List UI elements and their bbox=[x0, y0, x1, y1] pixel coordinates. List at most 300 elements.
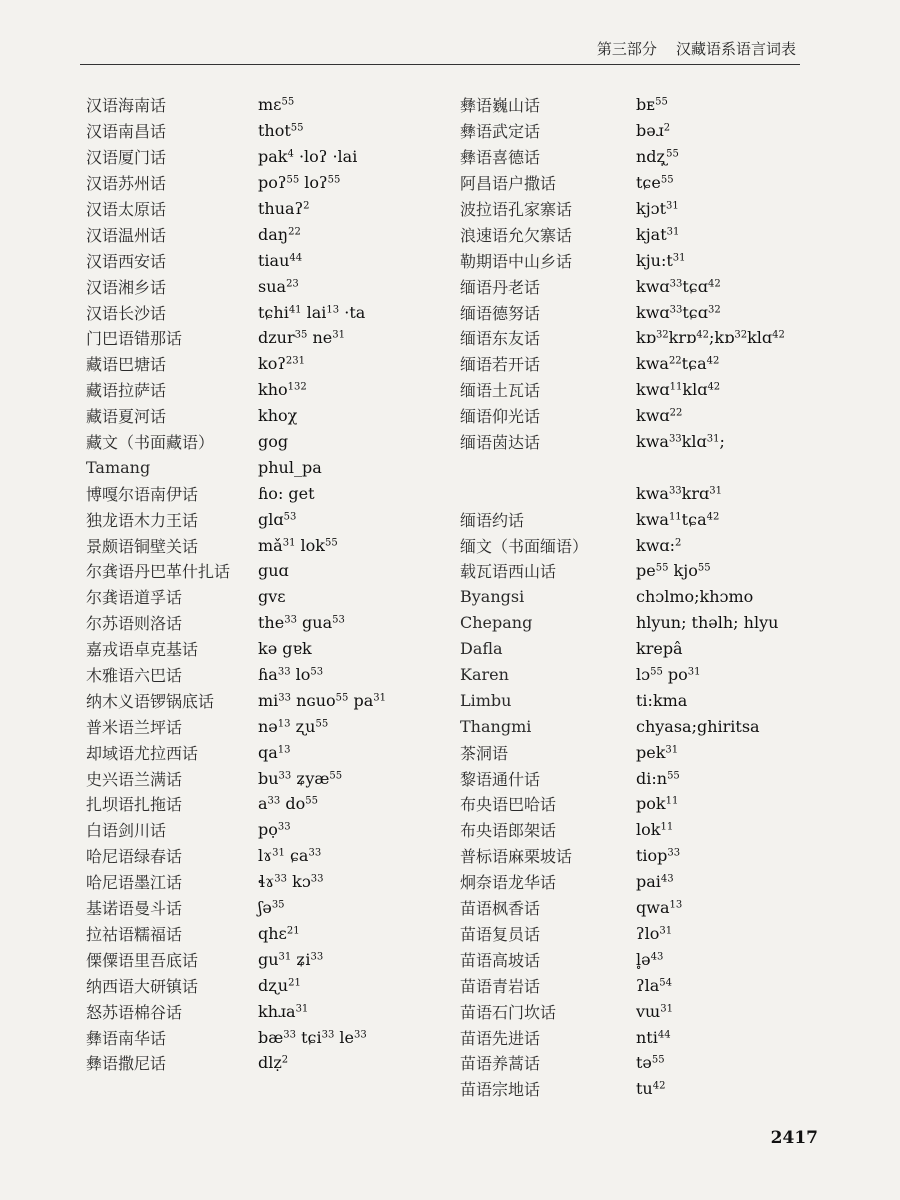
word-form: chɔlmo;khɔmo bbox=[636, 587, 754, 607]
language-name: Limbu bbox=[460, 690, 512, 710]
tone-mark: 31 bbox=[332, 329, 345, 341]
language-name: Thangmi bbox=[460, 716, 532, 736]
vocabulary-entry bbox=[86, 817, 446, 843]
tone-mark: 31 bbox=[709, 485, 722, 497]
word-form: kwɑ$^{33}$tɕɑ$^{32}$ bbox=[636, 302, 721, 322]
vocabulary-entry bbox=[86, 610, 446, 636]
word-form: kho$^{132}$ bbox=[258, 380, 307, 400]
tone-mark: 41 bbox=[288, 304, 302, 316]
tone-mark: 13 bbox=[277, 744, 291, 756]
language-name: 怒苏语棉谷话 bbox=[86, 1002, 183, 1022]
vocabulary-entry bbox=[460, 1050, 840, 1076]
vocabulary-entry bbox=[460, 247, 840, 273]
tone-mark: 33 bbox=[669, 304, 683, 316]
tone-mark: 55 bbox=[329, 770, 343, 782]
vocabulary-entry bbox=[86, 998, 446, 1024]
language-name: 黎语通什话 bbox=[460, 769, 541, 789]
language-name: 彝语喜德话 bbox=[460, 148, 541, 168]
word-form: l̥ə$^{43}$ bbox=[636, 949, 664, 969]
word-form: kwa$^{33}$klɑ$^{31}$; bbox=[636, 432, 725, 452]
language-name: 炯奈语龙华话 bbox=[460, 873, 557, 893]
word-form: ʔla$^{54}$ bbox=[636, 975, 672, 995]
language-name: 苗语先进话 bbox=[460, 1028, 541, 1048]
vocabulary-entry bbox=[460, 713, 840, 739]
vocabulary-entry bbox=[460, 170, 840, 196]
tone-mark: 31 bbox=[373, 692, 386, 704]
word-form: pok$^{11}$ bbox=[636, 794, 679, 814]
tone-mark: 21 bbox=[288, 977, 301, 989]
word-form: $pe^{55}$ kjo$^{55}$ bbox=[636, 561, 711, 581]
language-name: 布央语巴哈话 bbox=[460, 795, 557, 815]
vocabulary-entry bbox=[86, 92, 446, 118]
language-name: Byangsi bbox=[460, 587, 525, 607]
word-form: qhɛ$^{21}$ bbox=[258, 923, 300, 943]
tone-mark: 23 bbox=[286, 278, 299, 290]
tone-mark: 132 bbox=[287, 381, 307, 393]
word-form: vɯ$^{31}$ bbox=[636, 1001, 673, 1021]
word-form: khoχ bbox=[258, 406, 298, 426]
language-name: 尔龚语道孚话 bbox=[86, 588, 183, 608]
vocabulary-entry bbox=[86, 946, 446, 972]
tone-mark: 42 bbox=[696, 329, 709, 341]
vocabulary-entry bbox=[460, 687, 840, 713]
tone-mark: 33 bbox=[278, 770, 292, 782]
tone-mark: 2 bbox=[281, 1054, 289, 1066]
tone-mark: 32 bbox=[734, 329, 748, 341]
right-column bbox=[460, 92, 840, 1102]
vocabulary-entry bbox=[460, 765, 840, 791]
language-name: 景颇语铜壁关话 bbox=[86, 536, 199, 556]
word-form: dlẓ$^2$ bbox=[258, 1053, 289, 1073]
language-name: 独龙语木力王话 bbox=[86, 510, 199, 530]
tone-mark: 33 bbox=[668, 433, 682, 445]
tone-mark: 42 bbox=[708, 278, 721, 290]
tone-mark: 33 bbox=[321, 1029, 335, 1040]
language-name: 尔苏语则洛话 bbox=[86, 614, 183, 634]
tone-mark: 55 bbox=[667, 770, 680, 782]
tone-mark: 43 bbox=[660, 873, 674, 885]
tone-mark: 33 bbox=[669, 278, 683, 290]
word-form: kwɑ$^{11}$klɑ$^{42}$ bbox=[636, 380, 721, 400]
vocabulary-entry bbox=[86, 1050, 446, 1076]
vocabulary-entry bbox=[86, 713, 446, 739]
tone-mark: 54 bbox=[659, 977, 672, 989]
vocabulary-entry bbox=[86, 351, 446, 377]
word-form: kə gɐk bbox=[258, 639, 312, 659]
word-form: koʔ$^{231}$ bbox=[258, 354, 305, 374]
tone-mark: 11 bbox=[668, 511, 682, 523]
tone-mark: 55 bbox=[327, 174, 341, 186]
language-name: 缅语德努话 bbox=[460, 303, 541, 323]
tone-mark: 31 bbox=[272, 847, 285, 859]
word-form: ti:kma bbox=[636, 690, 688, 710]
language-name: 苗语高坡话 bbox=[460, 950, 541, 970]
language-name: Chepang bbox=[460, 613, 533, 633]
tone-mark: 31 bbox=[687, 666, 701, 678]
left-column bbox=[86, 92, 446, 1076]
word-form: tɕhi$^{41}$ lai$^{13}$ ·ta bbox=[258, 302, 366, 322]
vocabulary-entry bbox=[460, 532, 840, 558]
word-form: ndʐ̩$^{55}$ bbox=[636, 147, 679, 167]
language-name: 彝语撒尼话 bbox=[86, 1054, 167, 1074]
vocabulary-entry bbox=[86, 454, 446, 480]
tone-mark: 55 bbox=[286, 174, 300, 186]
language-name: 汉语苏州话 bbox=[86, 174, 167, 194]
language-name: 汉语南昌话 bbox=[86, 122, 167, 142]
tone-mark: 31 bbox=[278, 951, 292, 963]
tone-mark: 4 bbox=[287, 148, 294, 160]
tone-mark: 2 bbox=[303, 200, 310, 212]
word-form: tɕe$^{55}$ bbox=[636, 173, 674, 193]
language-name: 嘉戎语卓克基话 bbox=[86, 640, 199, 660]
language-name: 汉语太原话 bbox=[86, 200, 167, 219]
tone-mark: 33 bbox=[667, 847, 681, 859]
vocabulary-entry bbox=[86, 377, 446, 403]
word-form: $di:n^{55}$ bbox=[636, 768, 680, 788]
word-form: qwa$^{13}$ bbox=[636, 898, 683, 918]
language-name: 门巴语错那话 bbox=[86, 329, 183, 349]
vocabulary-entry bbox=[86, 325, 446, 351]
word-form: dzur$^{35}$ $ne^{31}$ bbox=[258, 328, 345, 348]
tone-mark: 231 bbox=[285, 355, 305, 367]
vocabulary-entry bbox=[460, 558, 840, 584]
word-form: pak$^4$ ·loʔ ·lai bbox=[258, 147, 358, 167]
vocabulary-entry bbox=[86, 532, 446, 558]
vocabulary-entry bbox=[86, 869, 446, 895]
word-form: $tu^{42}$ bbox=[636, 1079, 666, 1099]
language-name: 汉语厦门话 bbox=[86, 148, 167, 168]
blank-line bbox=[460, 454, 840, 480]
word-form: $qa^{13}$ bbox=[258, 742, 291, 762]
language-name: 哈尼语绿春话 bbox=[86, 847, 183, 867]
language-name: 藏语巴塘话 bbox=[86, 355, 167, 375]
word-form: glɑ$^{53}$ bbox=[258, 509, 297, 529]
word-form: khɹa$^{31}$ bbox=[258, 1001, 309, 1021]
language-name: Karen bbox=[460, 665, 509, 685]
language-name: Tamang bbox=[86, 457, 151, 477]
vocabulary-entry bbox=[86, 636, 446, 662]
word-form: ʃə$^{35}$ bbox=[258, 898, 285, 918]
tone-mark: 31 bbox=[295, 1003, 309, 1015]
vocabulary-entry bbox=[460, 221, 840, 247]
tone-mark: 55 bbox=[655, 96, 668, 108]
language-name: 拉祜语糯福话 bbox=[86, 924, 183, 944]
word-form: chyasa;ghiritsa bbox=[636, 716, 760, 736]
word-form: pọ$^{33}$ bbox=[258, 820, 291, 840]
tone-mark: 11 bbox=[665, 795, 679, 807]
language-name: 彝语武定话 bbox=[460, 122, 541, 142]
vocabulary-entry bbox=[460, 739, 840, 765]
vocabulary-entry bbox=[86, 687, 446, 713]
tone-mark: 55 bbox=[655, 562, 669, 574]
tone-mark: 11 bbox=[669, 381, 683, 393]
tone-mark: 22 bbox=[668, 355, 682, 367]
language-name: 缅语丹老话 bbox=[460, 277, 541, 297]
vocabulary-entry bbox=[86, 221, 446, 247]
vocabulary-entry bbox=[460, 998, 840, 1024]
tone-mark: 31 bbox=[672, 252, 686, 264]
word-form: ʔlo$^{31}$ bbox=[636, 923, 673, 943]
vocabulary-entry bbox=[460, 1024, 840, 1050]
tone-mark: 55 bbox=[281, 96, 295, 108]
tone-mark: 44 bbox=[657, 1029, 671, 1040]
word-form: lok$^{11}$ bbox=[636, 820, 674, 840]
tone-mark: 31 bbox=[659, 925, 673, 937]
word-form: ɦa$^{33}$ $lo^{53}$ bbox=[258, 665, 324, 685]
word-form: kwɑ$^{33}$tɕɑ$^{42}$ bbox=[636, 276, 721, 296]
tone-mark: 55 bbox=[324, 537, 338, 549]
language-name: 苗语宗地话 bbox=[460, 1080, 541, 1100]
language-name: 木雅语六巴话 bbox=[86, 666, 183, 686]
language-name: Dafla bbox=[460, 639, 503, 659]
word-form: $bæ^{33}$ tɕi$^{33}$ $le^{33}$ bbox=[258, 1027, 367, 1047]
language-name: 苗语养蒿话 bbox=[460, 1054, 541, 1074]
tone-mark: 53 bbox=[332, 614, 345, 626]
vocabulary-entry bbox=[86, 558, 446, 584]
tone-mark: 31 bbox=[660, 1003, 673, 1015]
tone-mark: 13 bbox=[277, 718, 291, 730]
language-name: 史兴语兰满话 bbox=[86, 769, 183, 789]
word-form: sua$^{23}$ bbox=[258, 276, 299, 296]
word-form: $kju:t^{31}$ bbox=[636, 250, 686, 270]
tone-mark: 33 bbox=[274, 873, 288, 885]
tone-mark: 53 bbox=[283, 511, 297, 523]
vocabulary-entry bbox=[86, 118, 446, 144]
running-header bbox=[597, 38, 796, 59]
vocabulary-entry bbox=[86, 403, 446, 429]
language-name: 汉语湘乡话 bbox=[86, 277, 167, 297]
vocabulary-entry bbox=[86, 843, 446, 869]
vocabulary-entry bbox=[460, 1076, 840, 1102]
vocabulary-entry bbox=[460, 325, 840, 351]
tone-mark: 11 bbox=[660, 821, 674, 833]
language-name: 缅语茵达话 bbox=[460, 433, 541, 453]
word-form: $bu^{33}$ ʑyæ$^{55}$ bbox=[258, 768, 343, 788]
tone-mark: 35 bbox=[294, 329, 308, 341]
vocabulary-entry bbox=[86, 972, 446, 998]
tone-mark: 55 bbox=[305, 795, 318, 807]
tone-mark: 42 bbox=[706, 355, 720, 367]
vocabulary-entry bbox=[460, 817, 840, 843]
language-name: 汉语海南话 bbox=[86, 96, 167, 116]
language-name: 勒期语中山乡话 bbox=[460, 251, 573, 271]
language-name: 波拉语孔家寨话 bbox=[460, 200, 573, 219]
header-rule bbox=[80, 64, 800, 65]
tone-mark: 31 bbox=[666, 226, 680, 238]
language-name: 白语剑川话 bbox=[86, 821, 167, 841]
tone-mark: 31 bbox=[706, 433, 720, 445]
word-form: lɔ$^{55}$ $po^{31}$ bbox=[636, 665, 701, 685]
page-number: 2417 bbox=[770, 1128, 818, 1148]
vocabulary-entry bbox=[86, 299, 446, 325]
word-form: poʔ$^{55}$ loʔ$^{55}$ bbox=[258, 173, 341, 193]
vocabulary-entry bbox=[86, 273, 446, 299]
language-name: 藏语拉萨话 bbox=[86, 381, 167, 401]
vocabulary-entry bbox=[86, 1024, 446, 1050]
language-name: 缅语东友话 bbox=[460, 329, 541, 349]
language-name: 茶洞语 bbox=[460, 743, 509, 763]
tone-mark: 13 bbox=[669, 899, 683, 911]
word-form: kjat$^{31}$ bbox=[636, 224, 680, 244]
vocabulary-entry bbox=[86, 921, 446, 947]
vocabulary-entry bbox=[460, 843, 840, 869]
tone-mark: 42 bbox=[706, 511, 720, 523]
word-form: thuaʔ$^2$ bbox=[258, 199, 310, 218]
vocabulary-entry bbox=[460, 351, 840, 377]
vocabulary-entry bbox=[86, 662, 446, 688]
language-name: 纳西语大研镇话 bbox=[86, 976, 199, 996]
language-name: 浪速语允欠寨话 bbox=[460, 225, 573, 245]
vocabulary-entry bbox=[460, 946, 840, 972]
word-form: mɛ$^{55}$ bbox=[258, 95, 295, 115]
language-name: 普米语兰坪话 bbox=[86, 717, 183, 737]
language-name: 汉语西安话 bbox=[86, 251, 167, 271]
vocabulary-entry bbox=[86, 170, 446, 196]
vocabulary-entry bbox=[460, 144, 840, 170]
language-name: 汉语温州话 bbox=[86, 225, 167, 245]
tone-mark: 42 bbox=[652, 1080, 666, 1092]
tone-mark: 55 bbox=[660, 174, 674, 186]
vocabulary-entry bbox=[460, 636, 840, 662]
word-form: pek$^{31}$ bbox=[636, 742, 679, 762]
vocabulary-entry bbox=[86, 506, 446, 532]
header-section: 第三部分 bbox=[596, 40, 657, 58]
tone-mark: 33 bbox=[308, 847, 322, 859]
tone-mark: 55 bbox=[290, 122, 304, 134]
vocabulary-entry bbox=[86, 791, 446, 817]
word-form: tiop$^{33}$ bbox=[636, 846, 681, 866]
tone-mark: 31 bbox=[666, 200, 679, 212]
language-name: 基诺语曼斗话 bbox=[86, 899, 183, 919]
language-name: 布央语郎架话 bbox=[460, 821, 557, 841]
word-form: $a^{33}$ $do^{55}$ bbox=[258, 794, 318, 814]
word-form: tə$^{55}$ bbox=[636, 1053, 665, 1073]
tone-mark: 33 bbox=[277, 666, 291, 678]
language-name: 缅语若开话 bbox=[460, 355, 541, 375]
header-title: 汉藏语系语言词表 bbox=[675, 40, 796, 58]
vocabulary-entry bbox=[460, 972, 840, 998]
word-form: kɒ$^{32}$krɒ$^{42}$;kɒ$^{32}$klɑ$^{42}$ bbox=[636, 328, 785, 348]
language-name: 彝语南华话 bbox=[86, 1028, 167, 1048]
language-name: 苗语青岩话 bbox=[460, 976, 541, 996]
word-form: bəɹ$^2$ bbox=[636, 121, 671, 141]
vocabulary-entry bbox=[86, 584, 446, 610]
tone-mark: 31 bbox=[665, 744, 679, 756]
word-form: $mǎ^{31}$ lok$^{55}$ bbox=[258, 535, 338, 555]
tone-mark: 31 bbox=[282, 537, 296, 549]
language-name: 普标语麻栗坡话 bbox=[460, 847, 573, 867]
tone-mark: 55 bbox=[650, 666, 663, 678]
tone-mark: 33 bbox=[310, 873, 324, 885]
tone-mark: 42 bbox=[707, 381, 721, 393]
tone-mark: 2 bbox=[663, 122, 671, 134]
vocabulary-entry bbox=[460, 584, 840, 610]
word-form: dʐu$^{21}$ bbox=[258, 975, 301, 995]
vocabulary-entry bbox=[460, 869, 840, 895]
language-name: 尔龚语丹巴革什扎话 bbox=[86, 562, 231, 582]
vocabulary-entry bbox=[86, 429, 446, 455]
language-name: 缅语土瓦话 bbox=[460, 381, 541, 401]
tone-mark: 53 bbox=[310, 666, 324, 678]
language-name: 傈僳语里吾底话 bbox=[86, 950, 199, 970]
word-form: $gu^{31}$ ʑi$^{33}$ bbox=[258, 949, 324, 969]
tone-mark: 55 bbox=[651, 1054, 665, 1066]
vocabulary-entry bbox=[460, 480, 840, 506]
vocabulary-entry bbox=[86, 247, 446, 273]
language-name: 苗语复员话 bbox=[460, 924, 541, 944]
vocabulary-entry bbox=[86, 895, 446, 921]
word-form: nə$^{13}$ ʐu$^{55}$ bbox=[258, 716, 329, 736]
vocabulary-entry bbox=[460, 92, 840, 118]
language-name: 载瓦语西山话 bbox=[460, 562, 557, 582]
language-name: 缅语仰光话 bbox=[460, 407, 541, 427]
word-form: phul_pa bbox=[258, 457, 322, 477]
tone-mark: 33 bbox=[277, 821, 291, 833]
vocabulary-entry bbox=[460, 429, 840, 455]
language-name: 缅语约话 bbox=[460, 510, 525, 530]
tone-mark: 33 bbox=[267, 795, 281, 807]
tone-mark: 55 bbox=[697, 562, 711, 574]
vocabulary-entry bbox=[460, 791, 840, 817]
vocabulary-entry bbox=[460, 403, 840, 429]
tone-mark: 42 bbox=[772, 329, 785, 341]
vocabulary-entry bbox=[86, 480, 446, 506]
vocabulary-entry bbox=[86, 144, 446, 170]
word-form: $mi^{33}$ nɢuo$^{55}$ $pa^{31}$ bbox=[258, 690, 386, 710]
vocabulary-entry bbox=[460, 273, 840, 299]
tone-mark: 33 bbox=[284, 614, 297, 626]
word-form: kwa$^{22}$tɕa$^{42}$ bbox=[636, 354, 720, 374]
tone-mark: 44 bbox=[289, 252, 303, 264]
tone-mark: 21 bbox=[286, 925, 300, 937]
tone-mark: 33 bbox=[354, 1029, 367, 1040]
tone-mark: 2 bbox=[675, 537, 682, 549]
word-form: guɑ bbox=[258, 561, 289, 581]
language-name: 博嘎尔语南伊话 bbox=[86, 484, 199, 504]
tone-mark: 22 bbox=[288, 226, 301, 238]
word-form: daŋ$^{22}$ bbox=[258, 224, 301, 244]
word-form: gog bbox=[258, 432, 289, 452]
vocabulary-entry bbox=[86, 196, 446, 222]
language-name: 缅文（书面缅语） bbox=[460, 536, 589, 556]
word-form: krepâ bbox=[636, 639, 683, 659]
word-form: lɤ$^{31}$ ɕa$^{33}$ bbox=[258, 846, 322, 866]
vocabulary-entry bbox=[460, 506, 840, 532]
word-form: pai$^{43}$ bbox=[636, 872, 674, 892]
language-name: 汉语长沙话 bbox=[86, 303, 167, 323]
word-form: tiau$^{44}$ bbox=[258, 250, 303, 270]
tone-mark: 33 bbox=[283, 1029, 297, 1040]
vocabulary-entry bbox=[460, 377, 840, 403]
tone-mark: 32 bbox=[655, 329, 669, 341]
language-name: 纳木义语锣锅底话 bbox=[86, 691, 215, 711]
tone-mark: 32 bbox=[708, 304, 721, 316]
tone-mark: 55 bbox=[315, 718, 329, 730]
language-name: 苗语枫香话 bbox=[460, 899, 541, 919]
vocabulary-entry bbox=[460, 299, 840, 325]
word-form: ɦo: get bbox=[258, 483, 315, 503]
language-name: 却域语尤拉西话 bbox=[86, 743, 199, 763]
language-name: 苗语石门坎话 bbox=[460, 1002, 557, 1022]
word-form: kwa$^{33}$krɑ$^{31}$ bbox=[636, 483, 722, 503]
tone-mark: 22 bbox=[669, 407, 683, 419]
vocabulary-entry bbox=[460, 895, 840, 921]
word-form: kwɑ:$^2$ bbox=[636, 535, 682, 555]
language-name: 藏语夏河话 bbox=[86, 407, 167, 427]
language-name: 阿昌语户撒话 bbox=[460, 174, 557, 194]
language-name: 藏文（书面藏语） bbox=[86, 433, 215, 453]
language-name: 彝语巍山话 bbox=[460, 96, 541, 116]
